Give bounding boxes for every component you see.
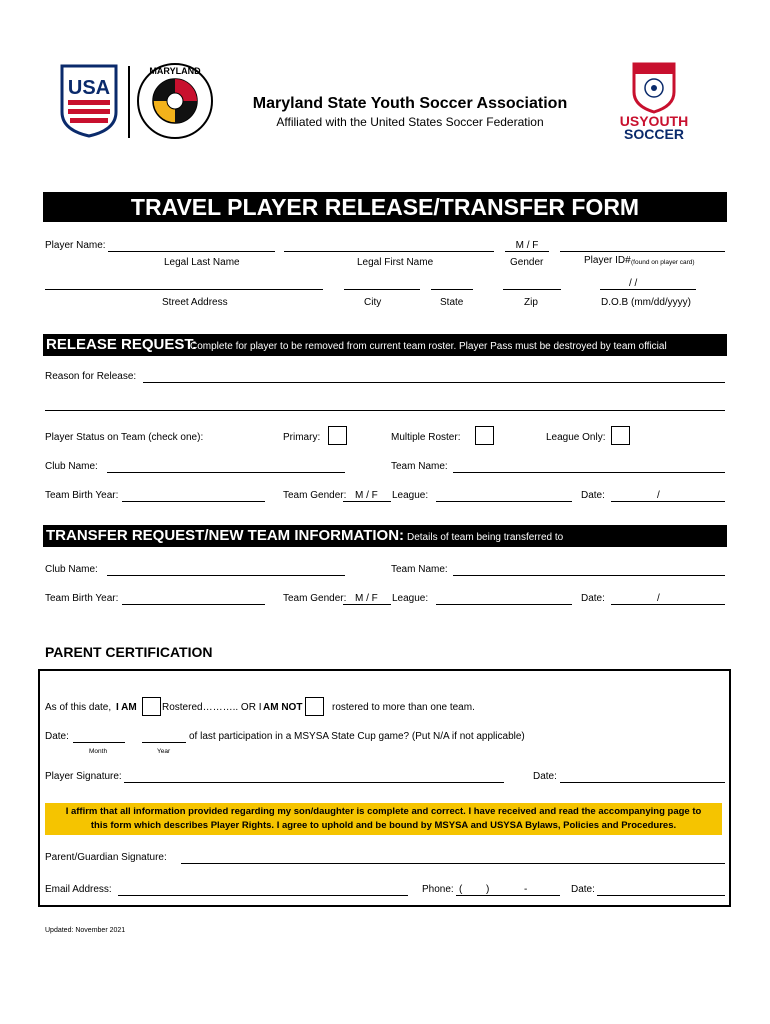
transfer-gender-line[interactable]	[343, 604, 391, 605]
city-caption: City	[364, 297, 382, 308]
affirmation-line-2: this form which describes Player Rights. I agree to uphold and be bound by MSYSA and USYSA Bylaws, Policies and Procedures.	[90, 820, 677, 831]
parent-certification-title: PARENT CERTIFICATION	[45, 644, 213, 660]
usys-logo-line2: SOCCER	[624, 126, 684, 142]
usa-soccer-logo	[60, 64, 118, 138]
msysa-logo-text: MARYLAND	[149, 66, 201, 76]
release-date-line[interactable]	[611, 501, 725, 502]
email-label: Email Address:	[45, 884, 112, 895]
player-signature-date-line[interactable]	[560, 782, 725, 783]
dob-slashes: / /	[629, 278, 638, 289]
last-participation-label: of last participation in a MSYSA State Cup game? (Put N/A if not applicable)	[189, 731, 525, 742]
release-team-label: Team Name:	[391, 461, 448, 472]
league-only-checkbox[interactable]	[611, 426, 630, 445]
release-description: Complete for player to be removed from current team roster. Player Pass must be destroyed by team official	[190, 341, 667, 352]
transfer-gender-label: Team Gender:	[283, 593, 347, 604]
email-line[interactable]	[118, 895, 408, 896]
phone-dash: -	[524, 884, 528, 895]
release-club-line[interactable]	[107, 472, 345, 473]
rostered-more-label: rostered to more than one team.	[332, 702, 475, 713]
player-id-note: (found on player card)	[631, 259, 695, 266]
primary-checkbox[interactable]	[328, 426, 347, 445]
release-gender-mf[interactable]: M / F	[355, 490, 378, 501]
player-name-label: Player Name:	[45, 240, 106, 251]
release-date-label: Date:	[581, 490, 605, 501]
player-status-label: Player Status on Team (check one):	[45, 432, 204, 443]
player-id-caption: Player ID#	[584, 255, 631, 266]
year-caption: Year	[157, 748, 171, 755]
rostered-label: Rostered……….. OR I	[162, 702, 262, 713]
city-line[interactable]	[344, 289, 420, 290]
transfer-date-line[interactable]	[611, 604, 725, 605]
league-only-label: League Only:	[546, 432, 606, 443]
form-title: TRAVEL PLAYER RELEASE/TRANSFER FORM	[130, 194, 640, 220]
zip-line[interactable]	[503, 289, 561, 290]
state-caption: State	[440, 297, 464, 308]
release-birth-year-label: Team Birth Year:	[45, 490, 119, 501]
logo-divider	[128, 66, 130, 138]
contact-date-label: Date:	[571, 884, 595, 895]
reason-label: Reason for Release:	[45, 371, 137, 382]
release-birth-year-line[interactable]	[122, 501, 265, 502]
month-caption: Month	[89, 748, 108, 755]
am-not-label: AM NOT	[263, 702, 303, 713]
release-team-line[interactable]	[453, 472, 725, 473]
phone-close-paren: )	[486, 884, 490, 895]
gender-line[interactable]	[505, 251, 549, 252]
i-am-label: I AM	[116, 702, 137, 713]
msysa-logo	[136, 60, 214, 142]
contact-date-line[interactable]	[597, 895, 725, 896]
am-not-checkbox[interactable]	[305, 697, 324, 716]
svg-text:USA: USA	[67, 77, 111, 99]
updated-footer: Updated: November 2021	[45, 927, 126, 934]
reason-line-1[interactable]	[143, 382, 725, 383]
transfer-title: TRANSFER REQUEST/NEW TEAM INFORMATION:	[46, 527, 405, 544]
release-league-label: League:	[392, 490, 429, 501]
multiple-roster-checkbox[interactable]	[475, 426, 494, 445]
gender-mf[interactable]: M / F	[515, 240, 539, 251]
usys-logo-line1: USYOUTH	[619, 113, 689, 129]
transfer-team-label: Team Name:	[391, 564, 448, 575]
transfer-league-label: League:	[392, 593, 429, 604]
reason-line-2[interactable]	[45, 410, 725, 411]
phone-open-paren: (	[459, 884, 463, 895]
legal-last-name-caption: Legal Last Name	[164, 257, 240, 268]
transfer-date-slash: /	[657, 593, 660, 604]
transfer-birth-year-label: Team Birth Year:	[45, 593, 119, 604]
transfer-date-label: Date:	[581, 593, 605, 604]
us-youth-soccer-logo	[612, 62, 696, 142]
transfer-league-line[interactable]	[436, 604, 572, 605]
legal-last-name-line[interactable]	[108, 251, 275, 252]
release-title: RELEASE REQUEST:	[46, 336, 197, 353]
legal-first-name-line[interactable]	[284, 251, 494, 252]
gender-caption: Gender	[510, 257, 544, 268]
transfer-gender-mf[interactable]: M / F	[355, 593, 378, 604]
guardian-signature-line[interactable]	[181, 863, 725, 864]
dob-line[interactable]	[600, 289, 696, 290]
phone-label: Phone:	[422, 884, 454, 895]
i-am-checkbox[interactable]	[142, 697, 161, 716]
guardian-signature-label: Parent/Guardian Signature:	[45, 852, 167, 863]
zip-caption: Zip	[524, 297, 538, 308]
transfer-club-label: Club Name:	[45, 564, 98, 575]
legal-first-name-caption: Legal First Name	[357, 257, 434, 268]
transfer-club-line[interactable]	[107, 575, 345, 576]
transfer-team-line[interactable]	[453, 575, 725, 576]
primary-label: Primary:	[283, 432, 321, 443]
release-league-line[interactable]	[436, 501, 572, 502]
street-address-line[interactable]	[45, 289, 323, 290]
release-date-slash: /	[657, 490, 660, 501]
player-id-line[interactable]	[560, 251, 725, 252]
transfer-description: Details of team being transferred to	[407, 532, 564, 543]
release-gender-line[interactable]	[343, 501, 391, 502]
affirmation-line-1: I affirm that all information provided regarding my son/daughter is complete and correct. I have received and read the accompanying page to	[65, 806, 702, 817]
street-address-caption: Street Address	[162, 297, 228, 308]
release-gender-label: Team Gender:	[283, 490, 347, 501]
org-title: Maryland State Youth Soccer Association	[252, 95, 568, 112]
participation-month-line[interactable]	[73, 742, 125, 743]
org-subtitle: Affiliated with the United States Soccer Federation	[276, 115, 544, 129]
participation-date-label: Date:	[45, 731, 69, 742]
participation-year-line[interactable]	[142, 742, 186, 743]
player-signature-label: Player Signature:	[45, 771, 122, 782]
player-signature-line[interactable]	[124, 782, 504, 783]
dob-caption: D.O.B (mm/dd/yyyy)	[601, 297, 692, 308]
as-of-label: As of this date,	[45, 702, 112, 713]
state-line[interactable]	[431, 289, 473, 290]
player-signature-date-label: Date:	[533, 771, 557, 782]
transfer-birth-year-line[interactable]	[122, 604, 265, 605]
multiple-roster-label: Multiple Roster:	[391, 432, 461, 443]
release-club-label: Club Name:	[45, 461, 98, 472]
phone-line[interactable]	[456, 895, 560, 896]
